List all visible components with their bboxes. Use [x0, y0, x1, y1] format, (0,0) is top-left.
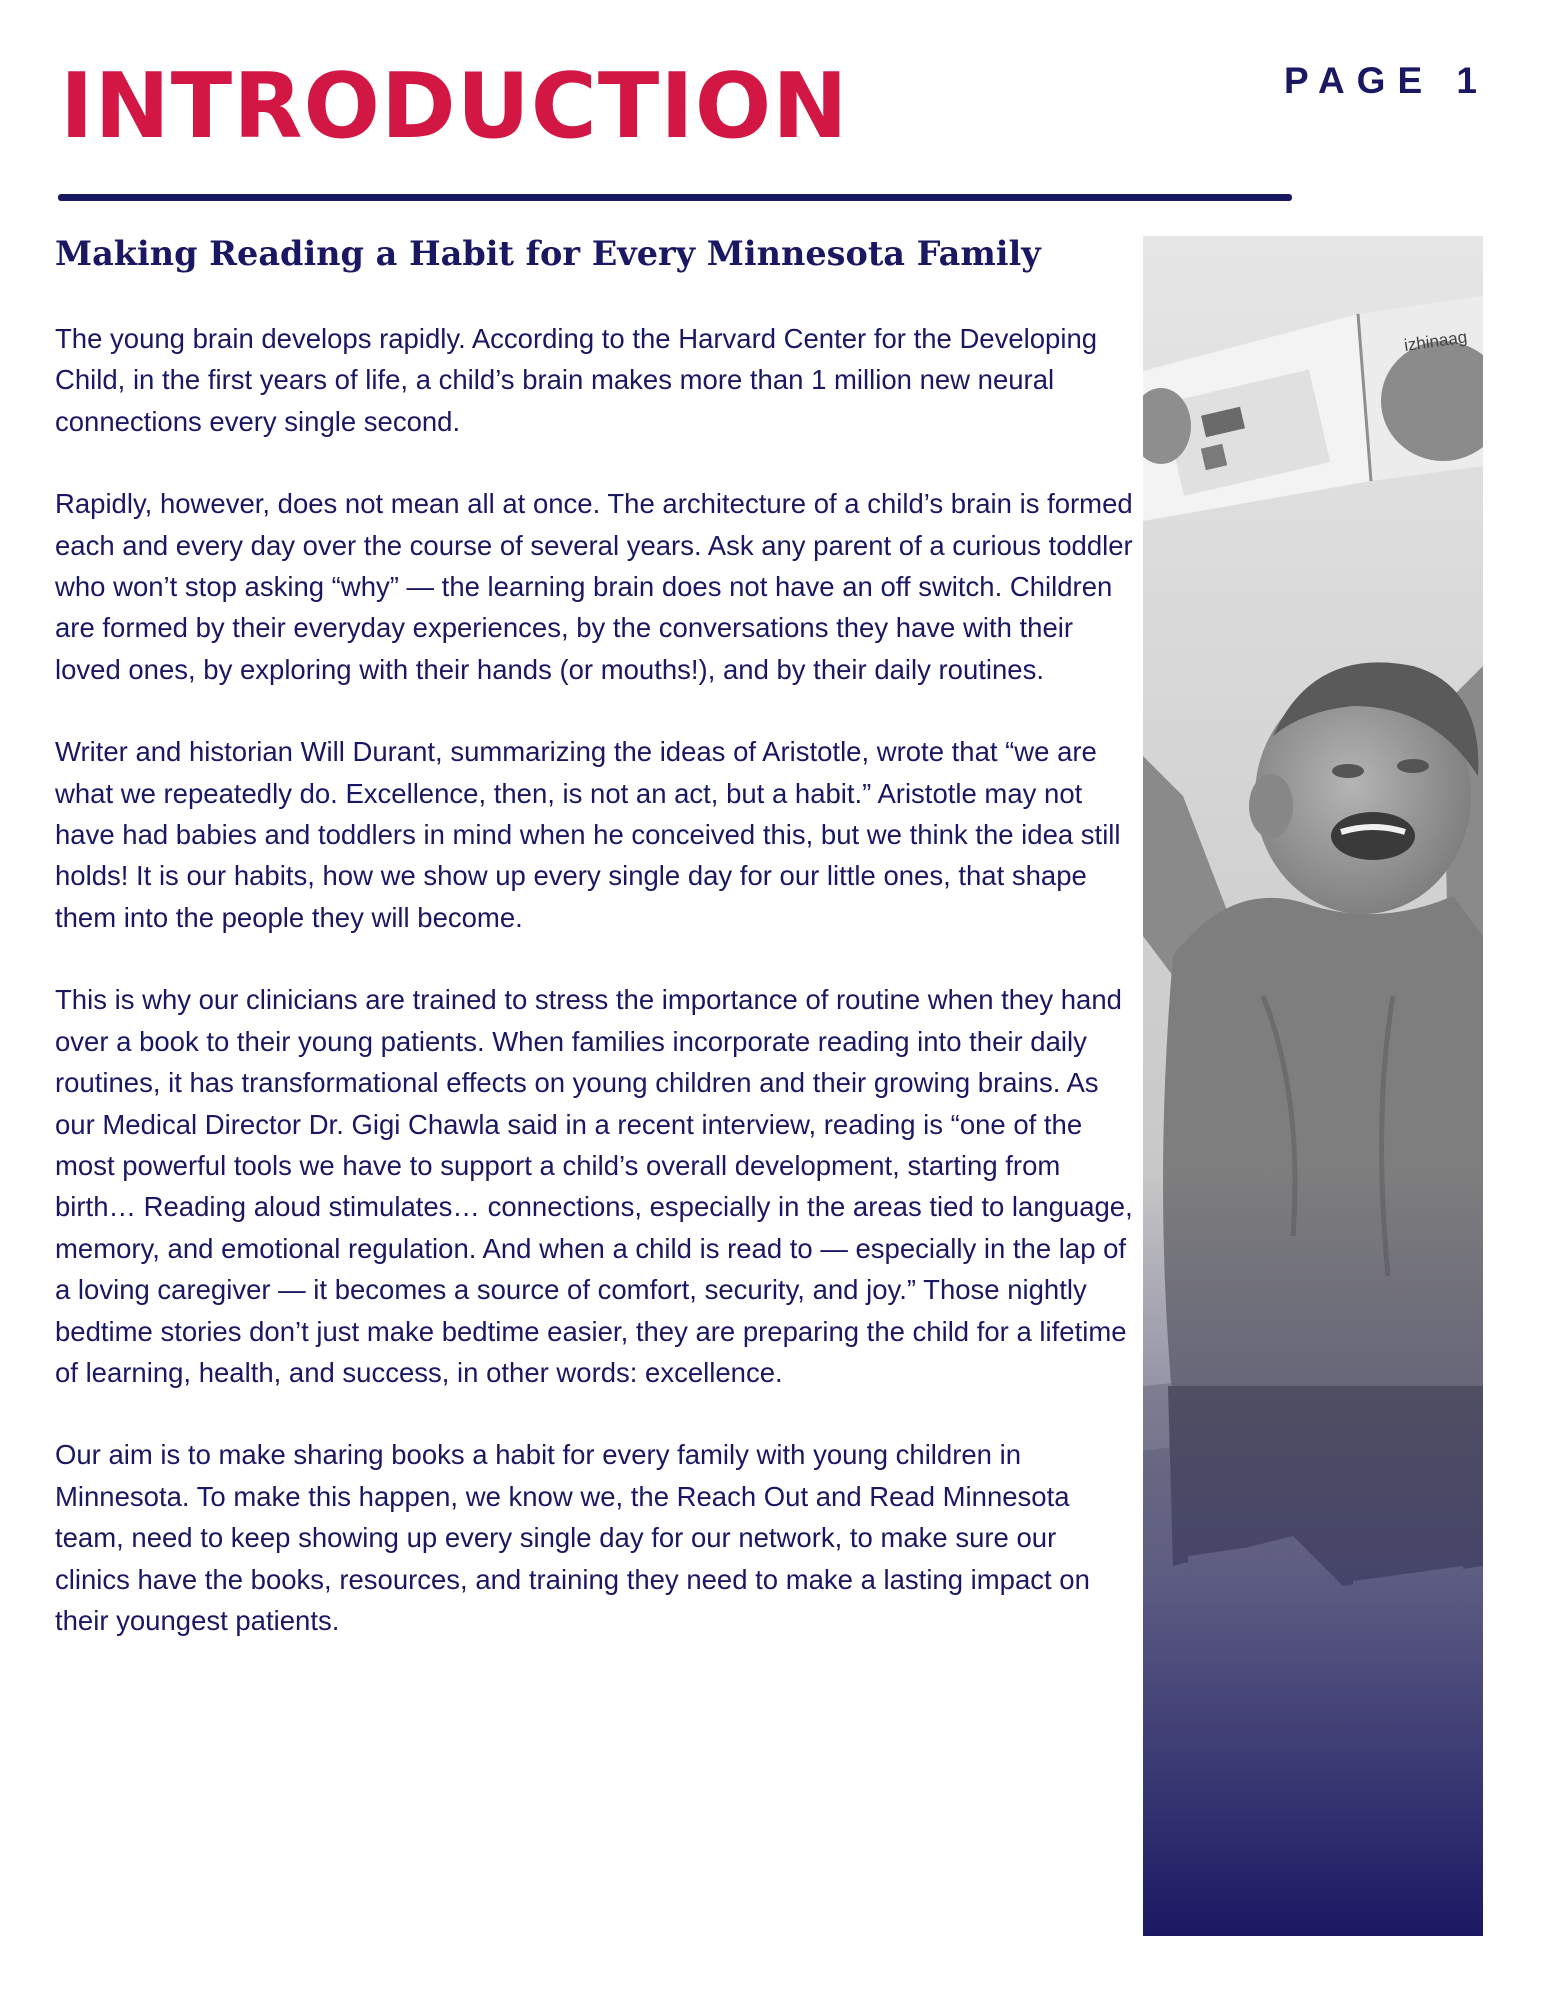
paragraph-brain-architecture: Rapidly, however, does not mean all at once. The architecture of a child’s brain is formed each and every day over the course of several years. Ask any parent of a curious toddler who won’t stop asking “why” — the learning brain does not have an off switch. Children are formed by their everyday experiences, by the conversations they have with their loved ones, by exploring with their hands (or mouths!), and by their daily routines.: [55, 488, 1133, 685]
article-body: [55, 318, 1135, 1682]
paragraph-brain-development: The young brain develops rapidly. According to the Harvard Center for the Developing Child, in the first years of life, a child’s brain makes more than 1 million new neural connections every single second.: [55, 323, 1098, 437]
child-reading-photo: [1143, 236, 1483, 1936]
article-heading: Making Reading a Habit for Every Minnesota Family: [55, 234, 1041, 273]
page-number: PAGE 1: [1284, 60, 1489, 101]
paragraph-mission-aim: Our aim is to make sharing books a habit for every family with young children in Minnesota. To make this happen, we know we, the Reach Out and Read Minnesota team, need to keep showing up every single day for our network, to make sure our clinics have the books, resources, and training they need to make a lasting impact on their youngest patients.: [55, 1439, 1090, 1636]
page-title: INTRODUCTION: [60, 54, 849, 159]
paragraph-clinician-routine: This is why our clinicians are trained to stress the importance of routine when they hand over a book to their young patients. When families incorporate reading into their daily routines, it has transformational effects on young children and their growing brains. As our Medical Director Dr. Gigi Chawla said in a recent interview, reading is “one of the most powerful tools we have to support a child’s overall development, starting from birth… Reading aloud stimulates… connections, especially in the areas tied to language, memory, and emotional regulation. And when a child is read to — especially in the lap of a loving caregiver — it becomes a source of comfort, security, and joy.” Those nightly bedtime stories don’t just make bedtime easier, they are preparing the child for a lifetime of learning, health, and success, in other words: excellence.: [55, 984, 1133, 1388]
title-divider: [58, 194, 1292, 201]
paragraph-habit-quote: Writer and historian Will Durant, summarizing the ideas of Aristotle, wrote that “we are what we repeatedly do. Excellence, then, is not an act, but a habit.” Aristotle may not have had babies and toddlers in mind when he conceived this, but we think the idea still holds! It is our habits, how we show up every single day for our little ones, that shape them into the people they will become.: [55, 736, 1121, 933]
